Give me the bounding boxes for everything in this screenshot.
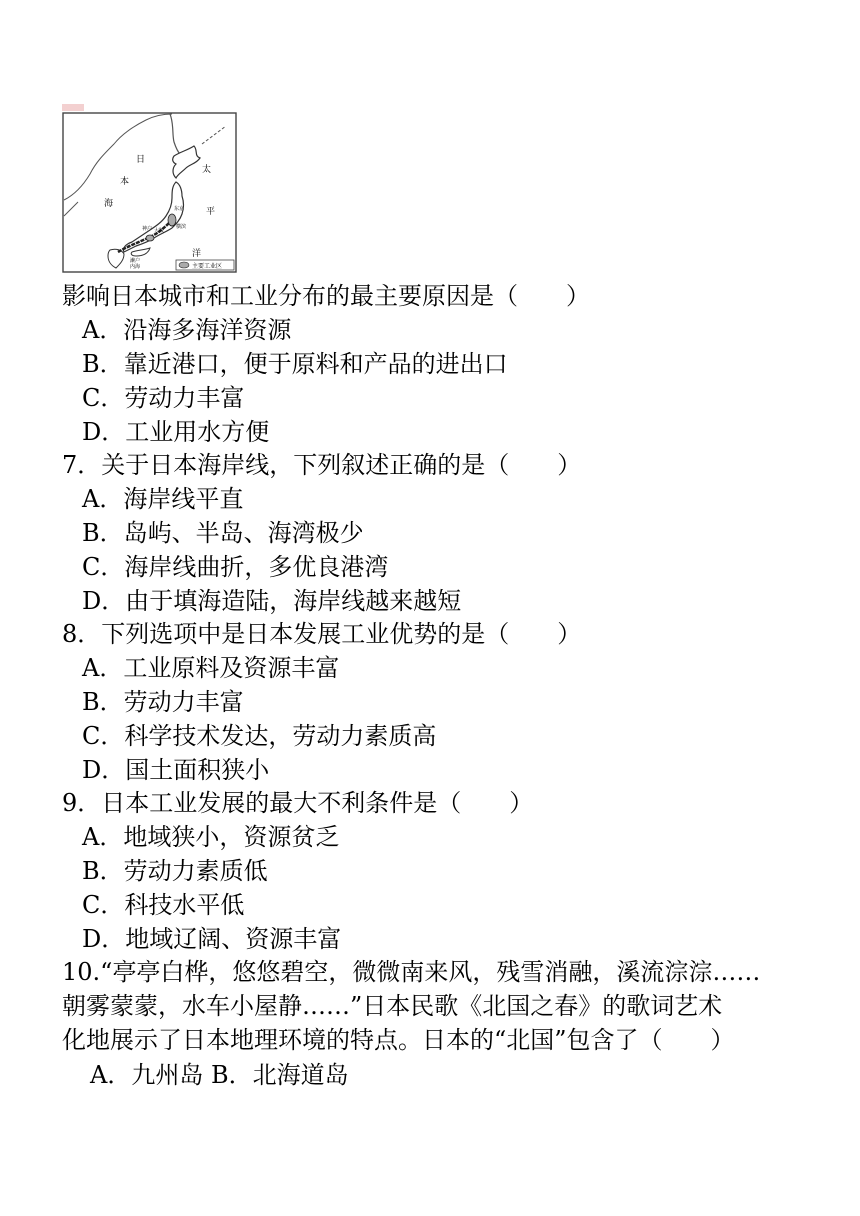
q7-option-d: D．由于填海造陆，海岸线越来越短 xyxy=(82,587,462,615)
q6-option-a: A．沿海多海洋资源 xyxy=(82,316,292,344)
q8-option-b: B．劳动力丰富 xyxy=(82,688,244,716)
legend-label: 主要工业区 xyxy=(192,263,223,270)
q10-stem-line-2: 朝雾蒙蒙，水车小屋静……”日本民歌《北国之春》的歌词艺术 xyxy=(62,992,723,1020)
map-label-tokyo: 东京 xyxy=(174,206,185,212)
q10-stem-line-1: 10.“亭亭白桦，悠悠碧空，微微南来风，残雪消融，溪流淙淙…… xyxy=(62,958,761,986)
tokyo-industrial-zone xyxy=(168,214,176,226)
map-label-hai: 海 xyxy=(104,199,114,209)
q8-option-d: D．国土面积狭小 xyxy=(82,756,270,784)
q10-stem-line-3: 化地展示了日本地理环境的特点。日本的“北国”包含了（ ） xyxy=(62,1026,735,1054)
map-label-tai: 太 xyxy=(202,165,212,175)
osaka-industrial-zone xyxy=(146,235,154,241)
map-label-ri: 日 xyxy=(136,155,146,165)
map-label-setouchi-2: 内海 xyxy=(130,264,141,270)
q7-option-c: C．海岸线曲折，多优良港湾 xyxy=(82,553,389,581)
q9-stem: 9．日本工业发展的最大不利条件是（ ） xyxy=(62,789,534,817)
q7-stem: 7．关于日本海岸线，下列叙述正确的是（ ） xyxy=(62,451,582,479)
q8-option-a: A．工业原料及资源丰富 xyxy=(82,654,340,682)
q9-option-b: B．劳动力素质低 xyxy=(82,857,268,885)
q6-option-c: C．劳动力丰富 xyxy=(82,384,245,412)
map-label-kobe: 神户 xyxy=(142,226,153,232)
q7-option-a: A．海岸线平直 xyxy=(82,485,244,513)
map-label-setouchi-1: 濑户 xyxy=(130,258,141,264)
map-label-yang: 洋 xyxy=(192,249,202,259)
q8-stem: 8．下列选项中是日本发展工业优势的是（ ） xyxy=(62,620,582,648)
stamp-mark xyxy=(62,104,84,111)
map-label-ping: 平 xyxy=(206,207,216,217)
q6-option-d: D．工业用水方便 xyxy=(82,418,270,446)
q9-option-a: A．地域狭小，资源贫乏 xyxy=(82,823,340,851)
q6-option-b: B．靠近港口，便于原料和产品的进出口 xyxy=(82,350,508,378)
map-label-ben: 本 xyxy=(120,177,130,187)
q9-option-d: D．地域辽阔、资源丰富 xyxy=(82,925,342,953)
q8-option-c: C．科学技术发达，劳动力素质高 xyxy=(82,722,437,750)
legend-swatch xyxy=(179,262,189,268)
japan-industry-map xyxy=(62,104,238,274)
q6-stem: 影响日本城市和工业分布的最主要原因是（ ） xyxy=(62,282,590,310)
map-label-yokohama: 横滨 xyxy=(176,224,187,230)
q10-options: A．九州岛 B．北海道岛 xyxy=(90,1061,349,1089)
q7-option-b: B．岛屿、半岛、海湾极少 xyxy=(82,519,364,547)
map-label-osaka: 大阪 xyxy=(154,228,165,234)
q9-option-c: C．科技水平低 xyxy=(82,891,245,919)
